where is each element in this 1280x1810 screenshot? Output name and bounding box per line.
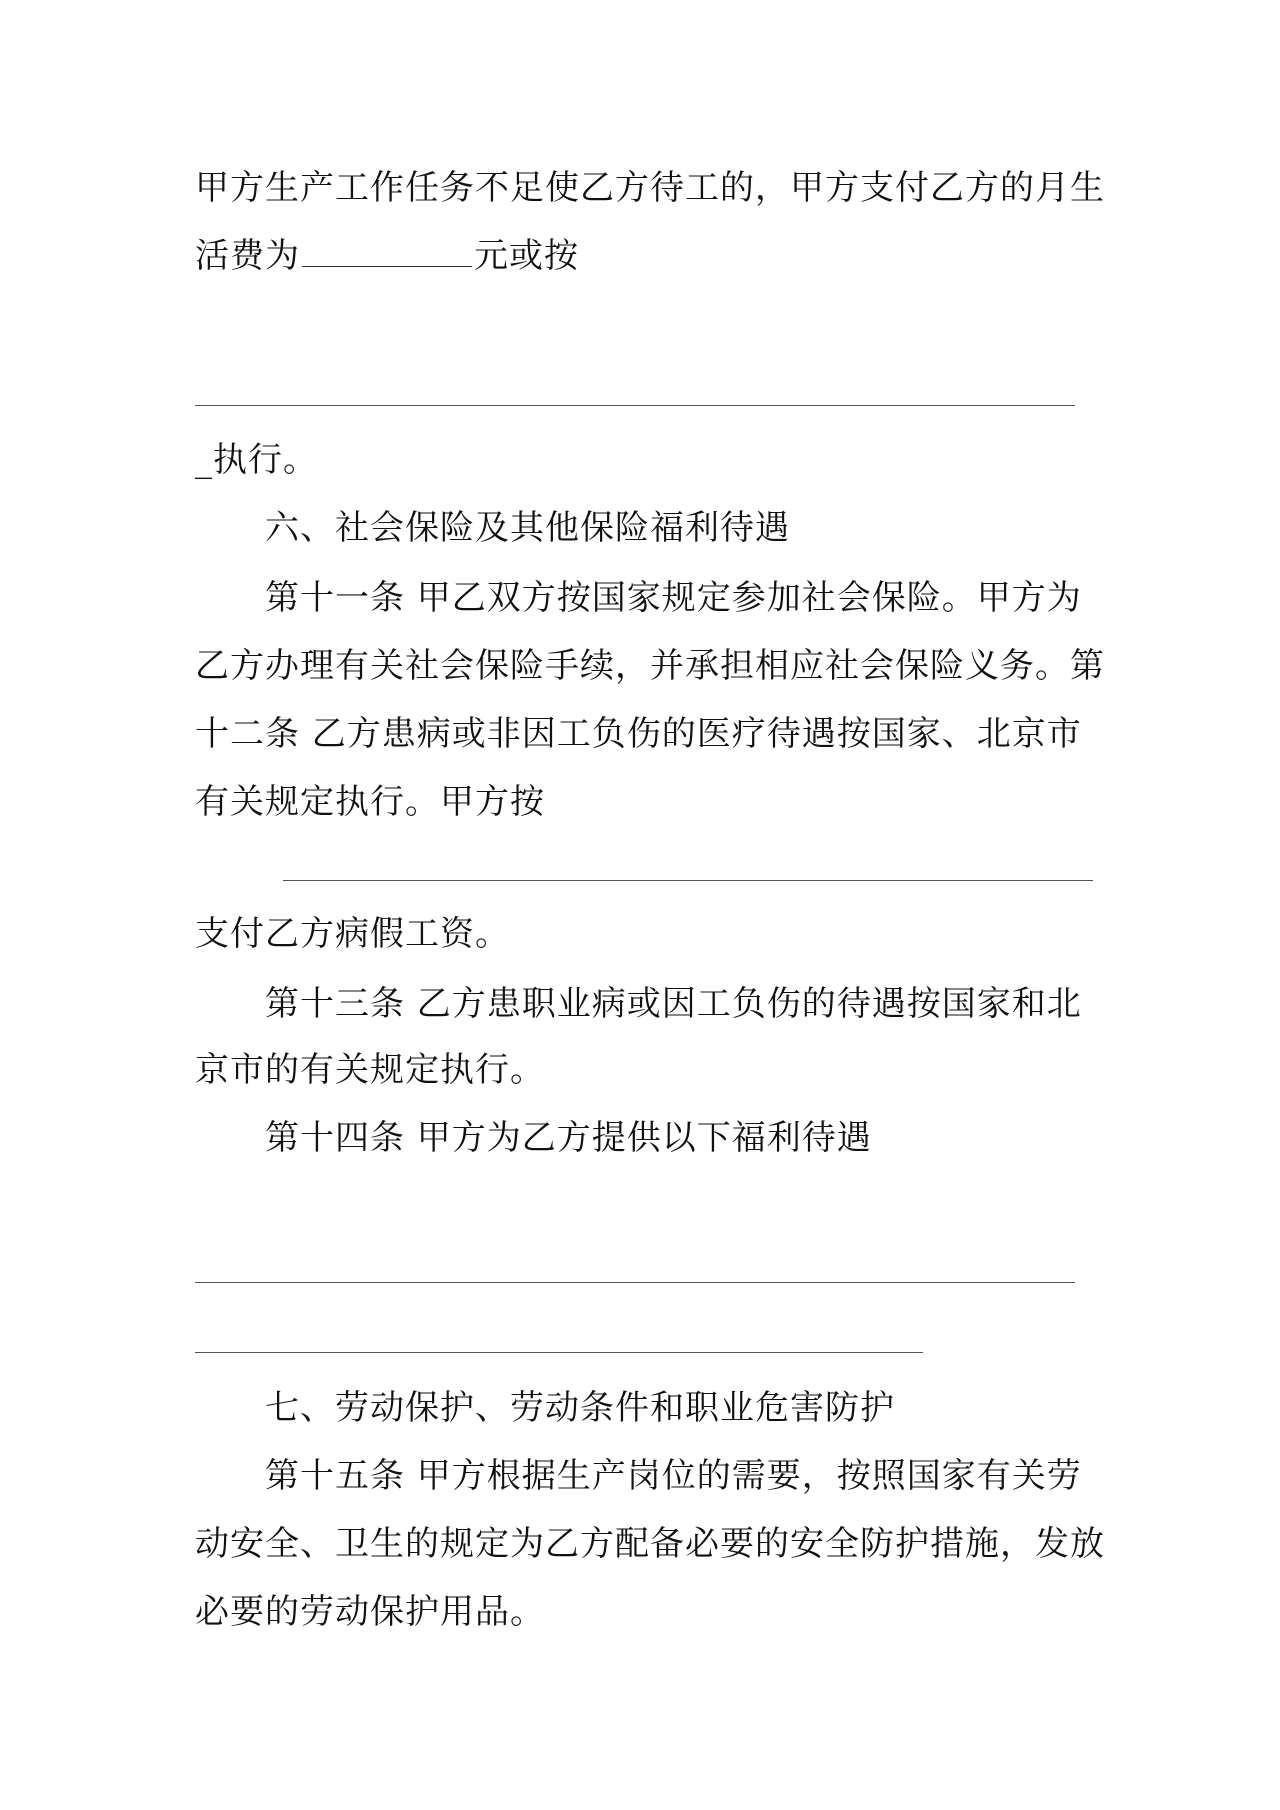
paragraph-line: 第十一条 甲乙双方按国家规定参加社会保险。甲方为 [265, 578, 1082, 618]
paragraph-line: 第十四条 甲方为乙方提供以下福利待遇 [265, 1118, 872, 1158]
paragraph-line: 必要的劳动保护用品。 [195, 1592, 545, 1632]
paragraph-line [195, 236, 579, 276]
paragraph-line: 十二条 乙方患病或非因工负伤的医疗待遇按国家、北京市 [195, 714, 1082, 754]
fill-in-rule [283, 880, 1093, 881]
fill-in-rule [195, 1352, 923, 1353]
paragraph-line: 有关规定执行。甲方按 [195, 782, 545, 822]
paragraph-line: 第十三条 乙方患职业病或因工负伤的待遇按国家和北 [265, 984, 1082, 1024]
paragraph-line: 甲方生产工作任务不足使乙方待工的，甲方支付乙方的月生 [195, 168, 1105, 208]
paragraph-line: 第十五条 甲方根据生产岗位的需要，按照国家有关劳 [265, 1456, 1082, 1496]
paragraph-line: 支付乙方病假工资。 [195, 914, 510, 954]
text-fragment: 元或按 [474, 236, 579, 276]
paragraph-line: 京市的有关规定执行。 [195, 1050, 545, 1090]
fill-in-blank [302, 236, 472, 267]
paragraph-line: _执行。 [195, 440, 318, 480]
fill-in-rule [195, 405, 1075, 406]
paragraph-line: 乙方办理有关社会保险手续，并承担相应社会保险义务。第 [195, 646, 1105, 686]
fill-in-rule [195, 1282, 1075, 1283]
section-heading: 六、社会保险及其他保险福利待遇 [265, 508, 790, 548]
section-heading: 七、劳动保护、劳动条件和职业危害防护 [265, 1388, 895, 1428]
text-fragment: 活费为 [195, 236, 300, 276]
paragraph-line: 动安全、卫生的规定为乙方配备必要的安全防护措施，发放 [195, 1524, 1105, 1564]
